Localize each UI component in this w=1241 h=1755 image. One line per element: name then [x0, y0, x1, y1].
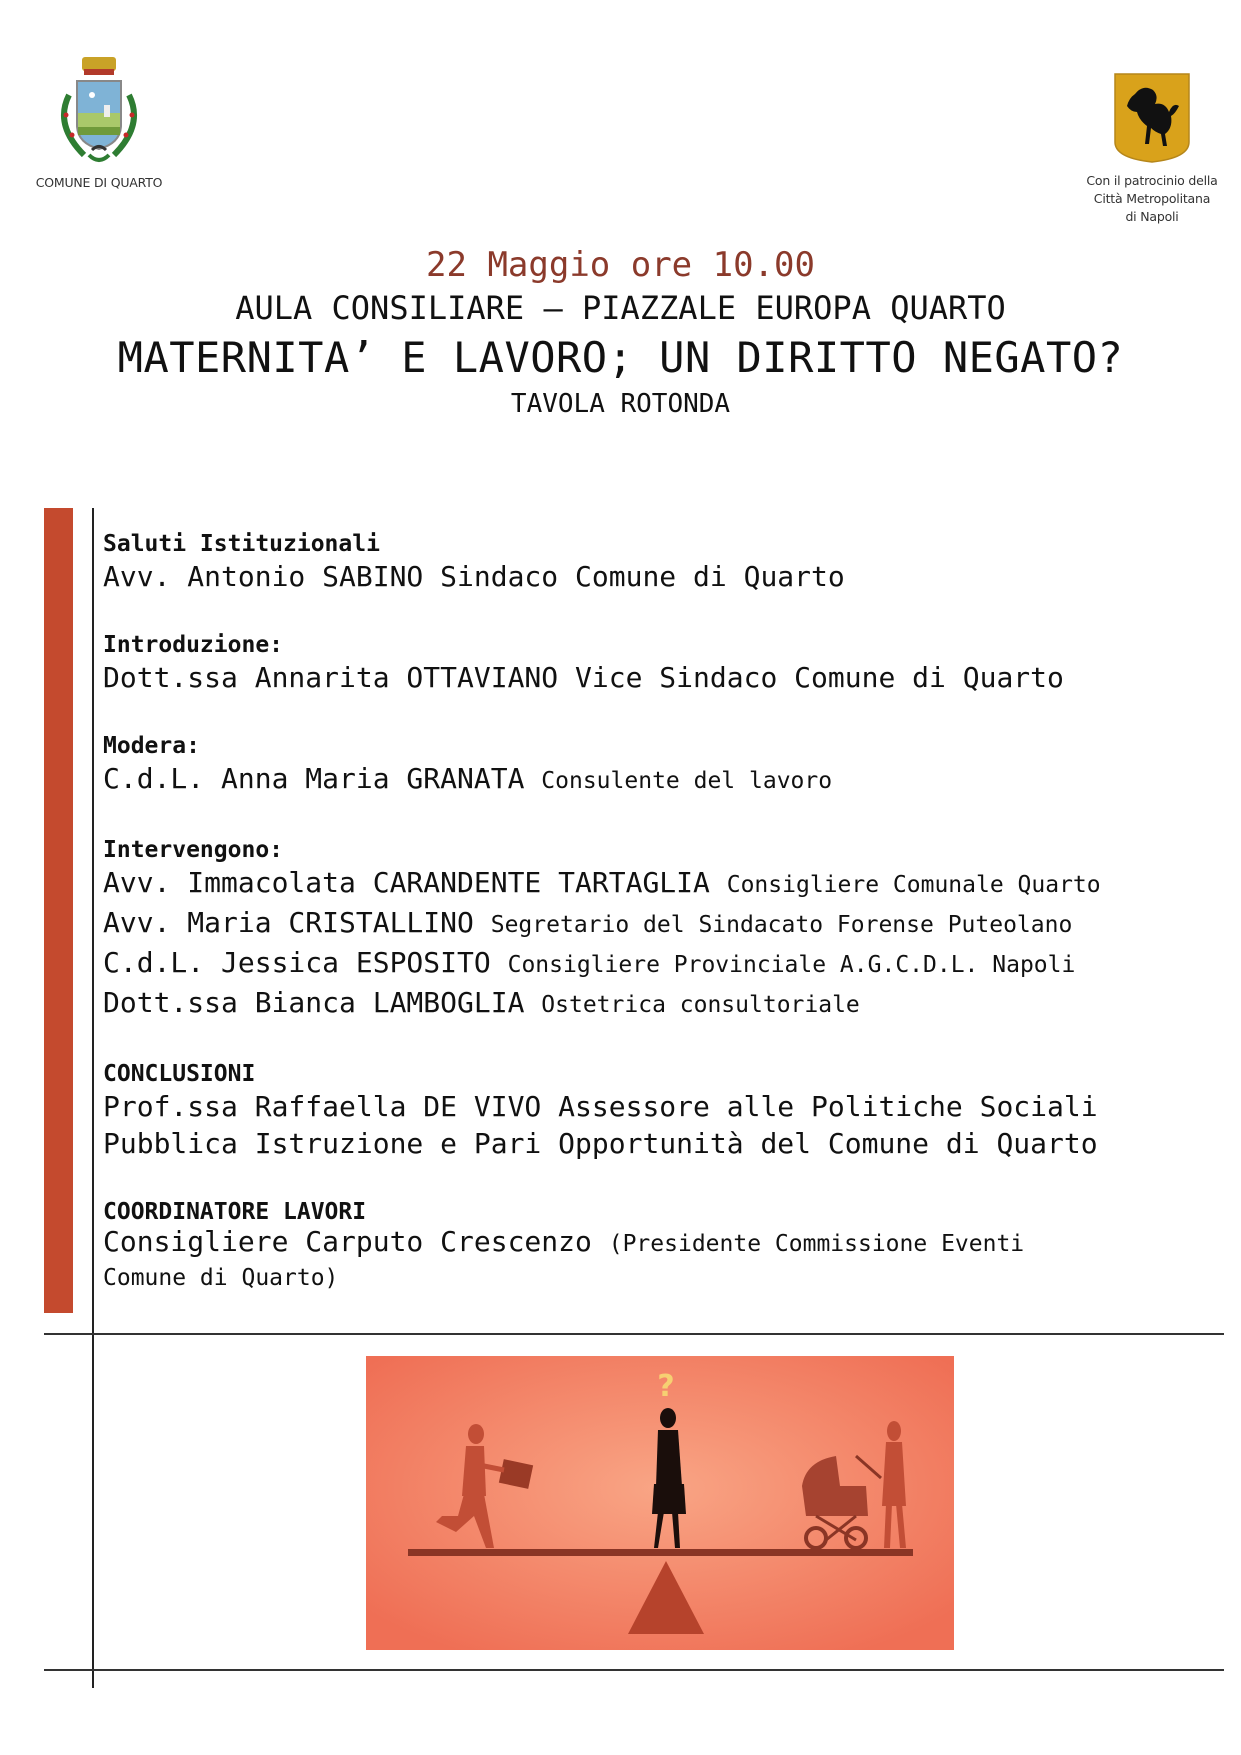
section-conclusioni	[103, 1060, 1233, 1162]
speaker-role: (Presidente Commissione Eventi Comune di Quarto)	[103, 1231, 1025, 1291]
speaker-line	[103, 760, 1233, 800]
section-label: COORDINATORE LAVORI	[103, 1199, 367, 1225]
section-introduzione	[103, 631, 1233, 696]
speaker-name: Dott.ssa Bianca LAMBOGLIA	[103, 986, 525, 1019]
speaker-name: Avv. Antonio SABINO Sindaco Comune di Quarto	[103, 560, 845, 593]
section-label: CONCLUSIONI	[103, 1061, 256, 1087]
speaker-name: Avv. Immacolata CARANDENTE TARTAGLIA	[103, 866, 710, 899]
speaker-role: Consigliere Provinciale A.G.C.D.L. Napoli	[507, 952, 1076, 978]
speaker-line	[103, 1125, 1233, 1162]
horse-crest-icon	[1113, 72, 1191, 164]
speaker-role: Segretario del Sindacato Forense Puteolano	[490, 912, 1073, 938]
speaker-line	[103, 984, 1233, 1024]
patronage-caption	[1072, 172, 1232, 226]
section-label: Intervengono:	[103, 837, 284, 863]
patronage-line-3: di Napoli	[1125, 209, 1179, 224]
speaker-line	[103, 944, 1233, 984]
horizontal-rule-top	[44, 1333, 1224, 1335]
speaker-role: Consulente del lavoro	[541, 768, 833, 794]
speaker-line	[103, 558, 1233, 595]
woman-on-seesaw-illustration	[366, 1356, 954, 1650]
speaker-line	[103, 1088, 1233, 1125]
event-venue: AULA CONSILIARE – PIAZZALE EUROPA QUARTO	[235, 289, 1006, 327]
event-subtitle: TAVOLA ROTONDA	[510, 389, 731, 419]
accent-bar	[44, 508, 73, 1313]
speaker-line	[103, 1226, 1103, 1294]
comune-caption: COMUNE DI QUARTO	[35, 175, 163, 190]
event-title: MATERNITA’ E LAVORO; UN DIRITTO NEGATO?	[117, 333, 1124, 382]
speaker-name: C.d.L. Anna Maria GRANATA	[103, 762, 525, 795]
citta-metropolitana-logo	[1072, 72, 1232, 226]
comune-logo	[24, 55, 174, 190]
event-date: 22 Maggio ore 10.00	[426, 245, 815, 285]
patronage-line-2: Città Metropolitana	[1093, 191, 1211, 206]
horizontal-rule-bottom	[44, 1669, 1224, 1671]
section-intervengono	[103, 836, 1233, 1024]
speaker-name: Avv. Maria CRISTALLINO	[103, 906, 474, 939]
section-label: Saluti Istituzionali	[103, 531, 380, 557]
speaker-line	[103, 864, 1233, 904]
speaker-name: Pubblica Istruzione e Pari Opportunità del Comune di Quarto	[103, 1127, 1098, 1160]
patronage-line-1: Con il patrocinio della	[1086, 173, 1218, 188]
seesaw-plank	[408, 1549, 913, 1556]
section-label: Modera:	[103, 733, 200, 759]
speaker-name: C.d.L. Jessica ESPOSITO	[103, 946, 491, 979]
question-mark-icon: ?	[657, 1369, 675, 1404]
speaker-name: Prof.ssa Raffaella DE VIVO Assessore alle Politiche Sociali	[103, 1090, 1098, 1123]
program-list	[103, 530, 1233, 1330]
speaker-line	[103, 904, 1233, 944]
section-saluti	[103, 530, 1233, 595]
speaker-name: Dott.ssa Annarita OTTAVIANO Vice Sindaco Comune di Quarto	[103, 661, 1064, 694]
comune-di-quarto-coat-of-arms-icon	[44, 55, 154, 175]
section-coordinatore	[103, 1198, 1103, 1294]
speaker-line	[103, 659, 1233, 696]
speaker-name: Consigliere Carputo Crescenzo	[103, 1225, 592, 1258]
vertical-rule	[92, 508, 94, 1688]
speaker-role: Consigliere Comunale Quarto	[726, 872, 1101, 898]
section-label: Introduzione:	[103, 632, 284, 658]
speaker-role: Ostetrica consultoriale	[541, 992, 860, 1018]
section-modera	[103, 732, 1233, 800]
balance-illustration	[366, 1356, 954, 1650]
